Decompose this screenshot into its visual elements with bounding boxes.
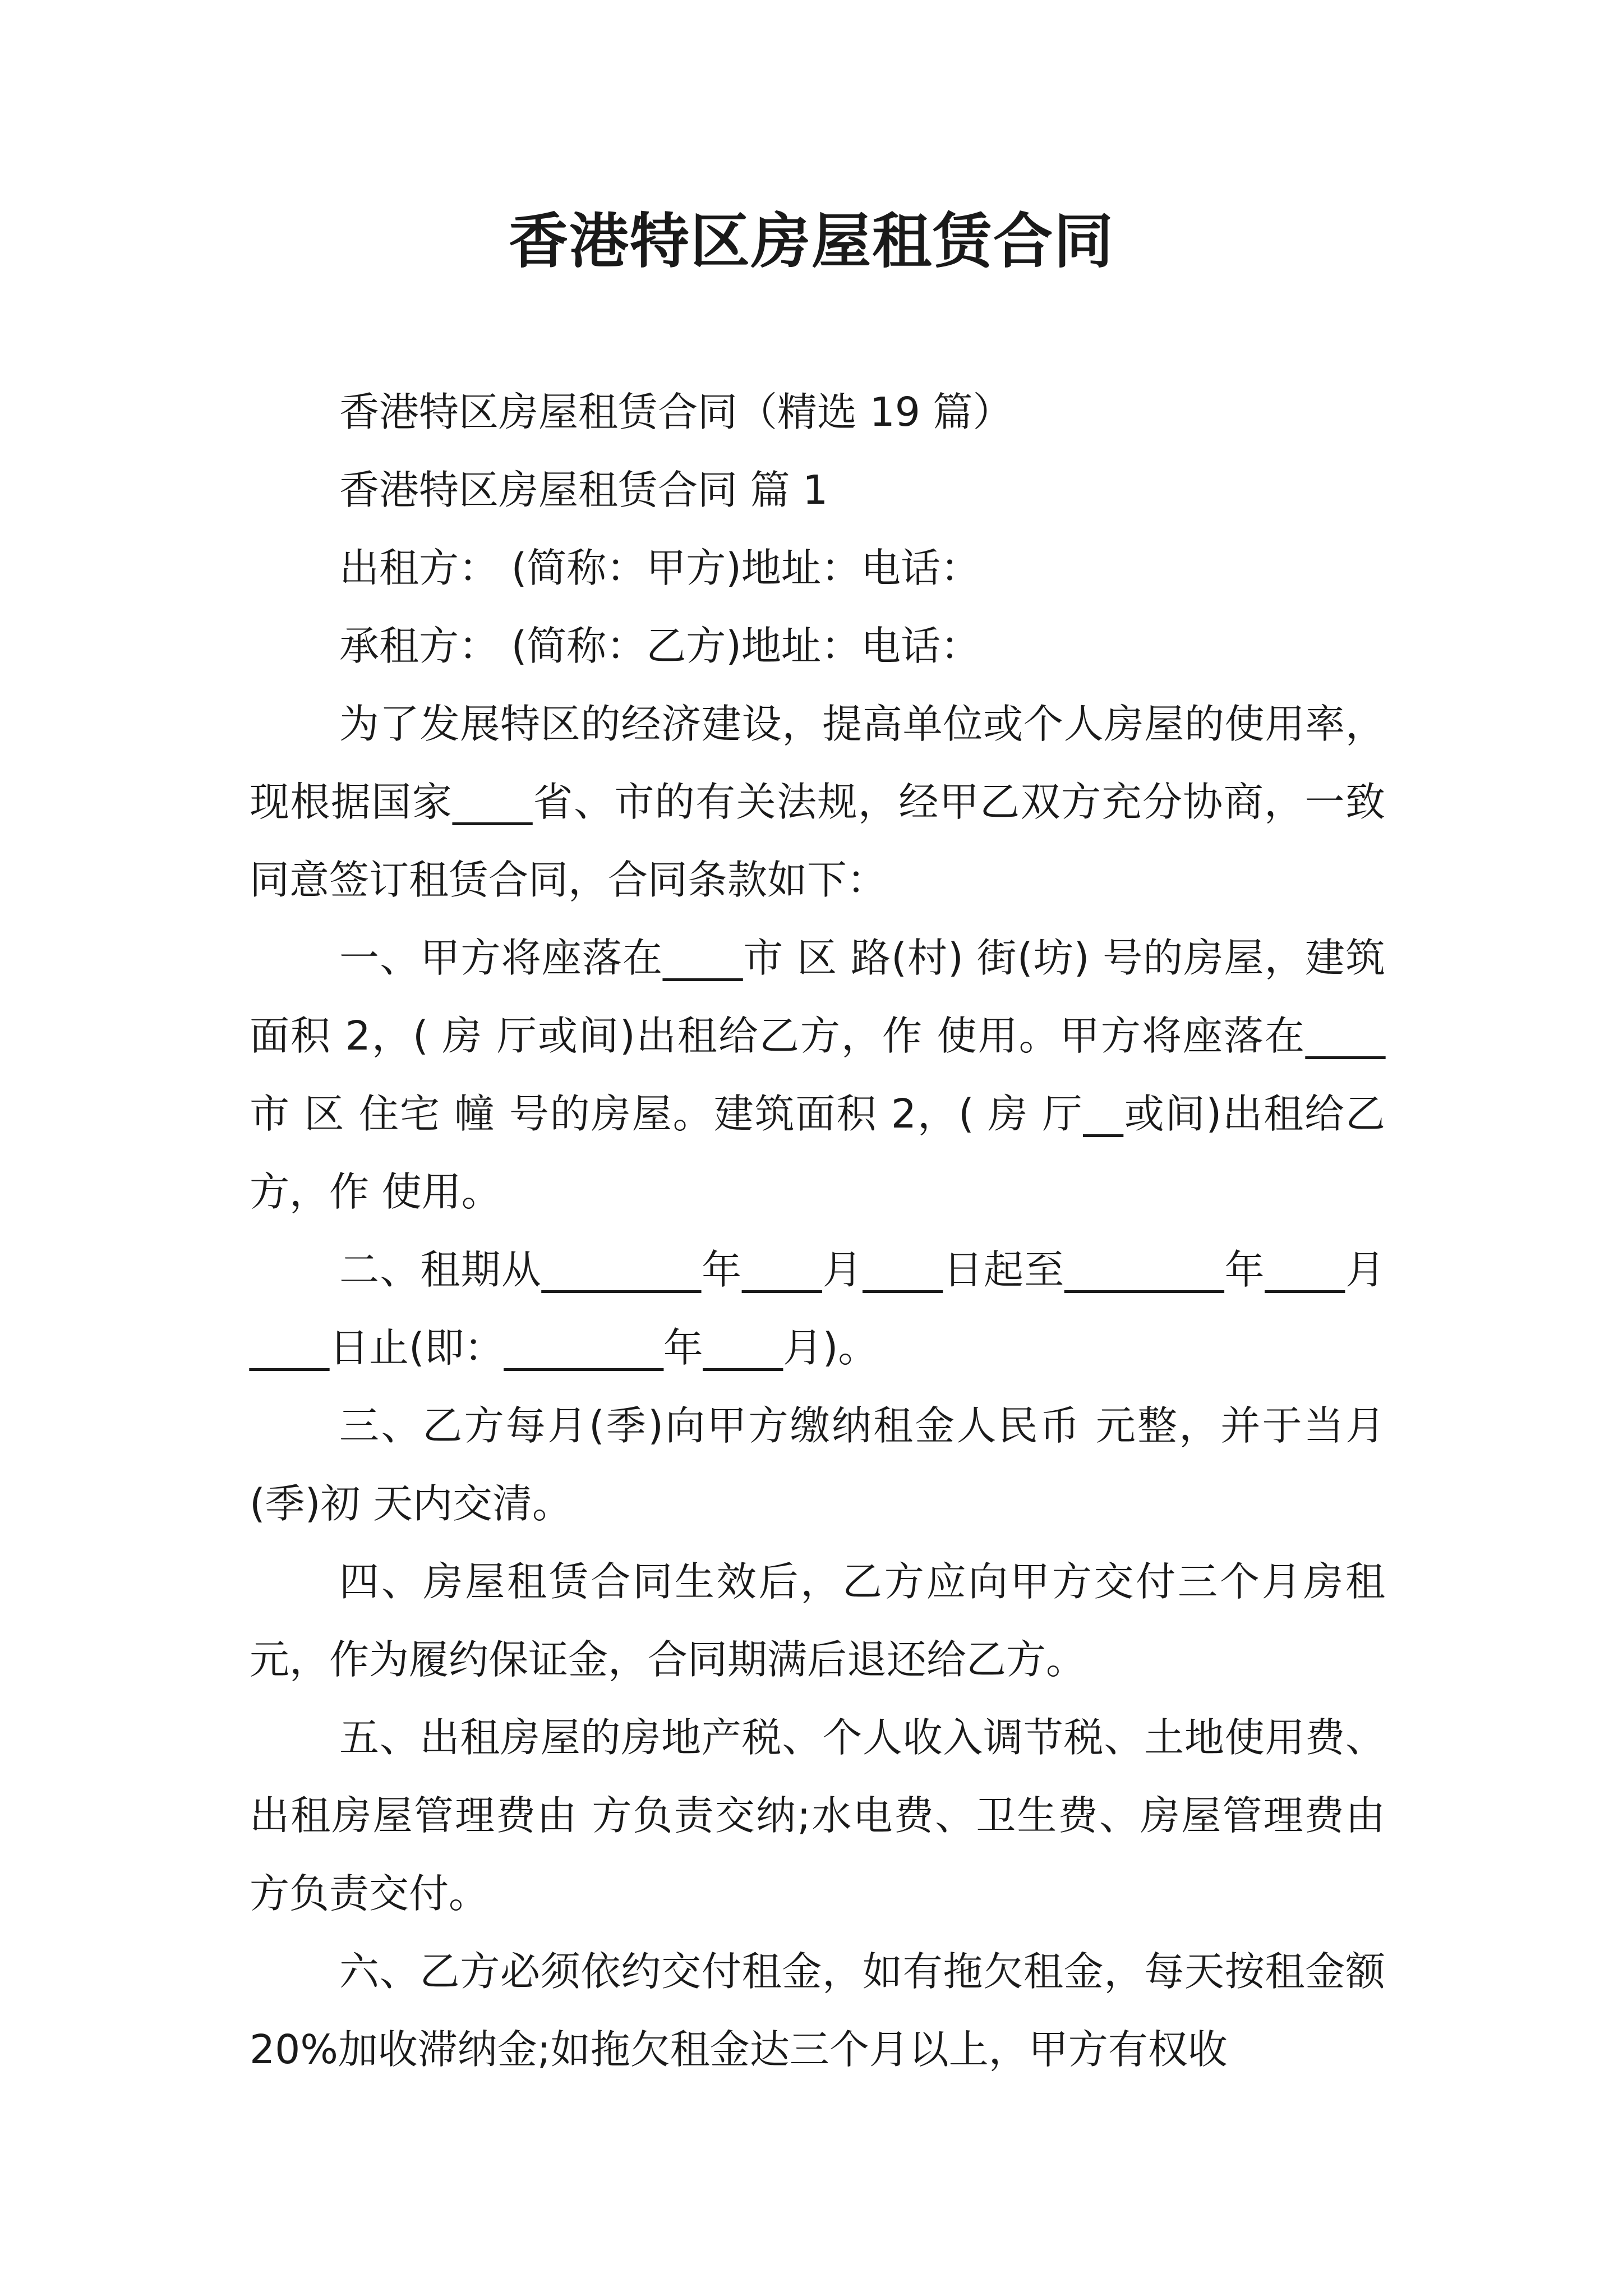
paragraph-lessee: 承租方： (简称：乙方)地址：电话：	[339, 623, 980, 669]
paragraph-lessor: 出租方： (简称：甲方)地址：电话：	[339, 545, 980, 591]
paragraph-clause-4: 四、房屋租赁合同生效后，乙方应向甲方交付三个月房租 元，作为履约保证金，合同期满后退还给乙方。	[250, 1558, 1398, 1683]
paragraph-preamble: 为了发展特区的经济建设，提高单位或个人房屋的使用率，现根据国家____省、市的有关法规，经甲乙双方充分协商，一致同意签订租赁合同，合同条款如下：	[250, 701, 1385, 903]
paragraph-clause-3: 三、乙方每月(季)向甲方缴纳租金人民币 元整，并于当月(季)初 天内交清。	[250, 1402, 1385, 1527]
paragraph-clause-6: 六、乙方必须依约交付租金，如有拖欠租金，每天按租金额 20%加收滞纳金;如拖欠租金达三个月以上，甲方有权收	[250, 1948, 1398, 2073]
paragraph-clause-1: 一、甲方将座落在____市 区 路(村) 街(坊) 号的房屋，建筑面积 2，( 房 厅或间)出租给乙方，作 使用。甲方将座落在____市 区 住宅 幢 号的房屋。建筑面积 2，( 房 厅__或间)出租给乙方，作 使用。	[250, 935, 1385, 1215]
paragraph-clause-5: 五、出租房屋的房地产税、个人收入调节税、土地使用费、出租房屋管理费由 方负责交纳;水电费、卫生费、房屋管理费由 方负责交付。	[250, 1714, 1398, 1917]
paragraph-section-heading: 香港特区房屋租赁合同 篇 1	[339, 467, 828, 513]
document-title: 香港特区房屋租赁合同	[509, 206, 1114, 276]
paragraph-subtitle: 香港特区房屋租赁合同（精选 19 篇）	[339, 389, 1013, 435]
paragraph-clause-2: 二、租期从________年____月____日起至________年____月____日止(即：________年____月)。	[250, 1246, 1385, 1371]
document-body	[250, 373, 1398, 2088]
